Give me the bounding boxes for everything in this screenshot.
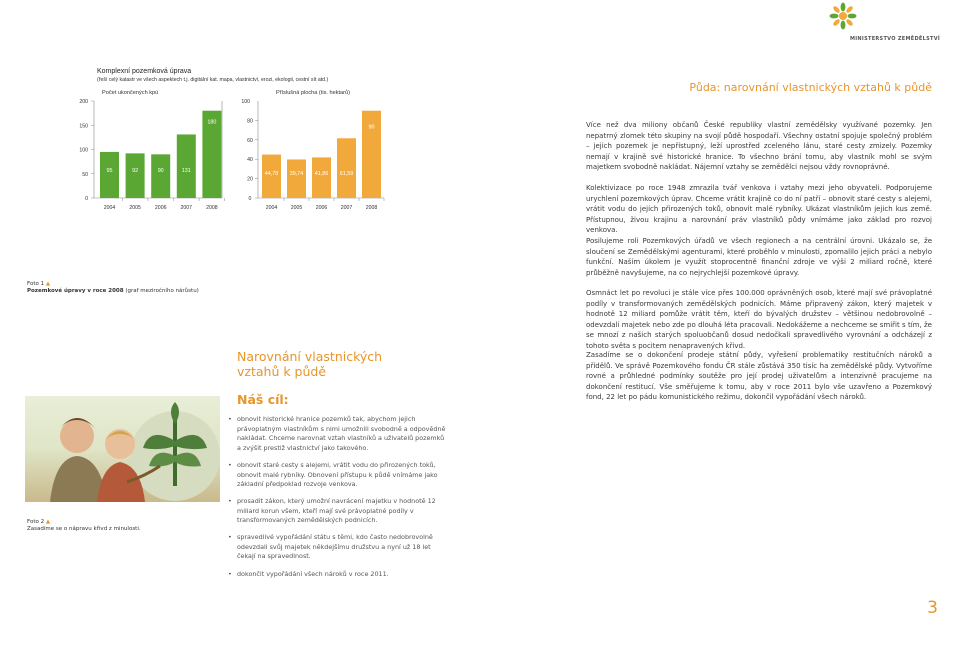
- chart1-bar: [151, 154, 170, 198]
- chart2-y-tick-label: 80: [247, 118, 253, 125]
- chart2-y-tick-label: 40: [247, 157, 253, 164]
- chart2-y-tick-label: 0: [248, 196, 252, 202]
- chart1-x-tick-label: 2005: [129, 205, 141, 211]
- chart1-title: Počet ukončených kpú: [102, 90, 159, 96]
- photo1-caption-bold: Pozemkové úpravy v roce 2008: [27, 288, 124, 294]
- paragraph: Kolektivizace po roce 1948 zmrazila tvář venkova i vztahy mezi jeho obyvateli. Podporujeme urychlení pozemkových úprav. Chceme vrátit krajině co do ní patří – obnovit staré cesty s alejemi, vrátit vodu do jejích přirozených toků, obnovit malé rybníky. Ukázat vlastníkům jejich kus země. Přístupnou, živou krajinu a narovnání práv vlastníků půdy vnímáme jako základ pro rozvoj venkova.: [586, 184, 932, 235]
- chart1-data-label: 90: [157, 168, 164, 174]
- chart2-x-tick-label: 2007: [340, 205, 353, 211]
- chart2-title: Příslušná plocha (tis. hektarů): [276, 90, 350, 96]
- chart1-y-tick-label: 150: [79, 123, 88, 130]
- up-arrow-icon: ▲: [45, 519, 51, 525]
- goal-bullet: • spravedlivé vypořádání státu s těmi, kdo často nedobrovolně odevzdali svůj majetek někdejšímu družstvu a nyní už 18 let čekají na spravedlnost.: [237, 533, 449, 562]
- chart-subtitle: (řeší celý katastr ve všech aspektech t.j. digitální kat. mapa, vlastnictví, erozi, ekologii, cestní sít atd.): [97, 77, 329, 83]
- goal-bullet: • obnovit staré cesty s alejemi, vrátit vodu do přirozených toků, obnovit malé rybníky. Obnovení přístupu k půdě vnímáme jako základní předpoklad rozvoje venkova.: [237, 461, 449, 490]
- chart1-x-tick-label: 2008: [206, 205, 218, 211]
- photo2-label: Foto 2: [27, 519, 45, 525]
- chart1-bar: [126, 153, 145, 198]
- chart1-data-label: 180: [207, 119, 217, 126]
- chart2-data-label: 90: [368, 124, 375, 131]
- chart2-bar: [337, 138, 356, 198]
- photo2-caption-text: Zasadíme se o nápravu křivd z minulosti.: [27, 526, 141, 532]
- up-arrow-icon: ▲: [45, 281, 51, 287]
- chart1-y-tick-label: 200: [79, 99, 88, 105]
- chart1-x-tick-label: 2007: [180, 205, 193, 211]
- ministry-logo: [826, 0, 941, 46]
- chart2-bar: [287, 159, 306, 198]
- goal-bullet: • dokončit vypořádání všech nároků v roce 2011.: [237, 570, 449, 580]
- paragraph: Posilujeme roli Pozemkových úřadů ve všech regionech a na centrální úrovni. Ukázalo se, že sloučení se Zemědělskými agenturami, které proběhlo v minulosti, zpomalilo jejich práci a nebylo funkční. Naším úkolem je využít stoprocentně finanční zdroje ve výši 2 miliard ročně, které průběžně navyšujeme, na co nejrychlejší pozemkové úpravy.: [586, 237, 932, 277]
- chart2-data-label: 41,86: [314, 171, 329, 177]
- chart2-y-tick-label: 20: [247, 176, 253, 183]
- ministry-name: MINISTERSTVO ZEMĚDĚLSTVÍ: [850, 36, 941, 42]
- right-page-title: Půda: narovnání vlastnických vztahů k půdě: [689, 81, 932, 94]
- chart1-data-label: 131: [181, 168, 191, 174]
- paragraph: Více než dva miliony občanů České republiky vlastní zemědělsky využívané pozemky. Jen nepatrný zlomek této skupiny na svojí půdě hospodaří. Všechny ostatní spojuje společný problém – jejich pozemek je nepřístupný, leží uprostřed zceleného lánu, staré cesty zmizely. Pozemky nemají v krajině své historické hranice. To všechno brání tomu, aby vlastník mohl se svým majetkem svobodně nakládat. Nájemní vztahy se zemědělci nejsou vždy rovnoprávné.: [586, 121, 932, 172]
- chart1-data-label: 95: [106, 168, 113, 174]
- paragraph: Osmnáct let po revoluci je stále více přes 100.000 oprávněných osob, které mají své právoplatné podíly v transformovaných zemědělských podnicích. Máme připravený zákon, který majetek v hodnotě 12 miliard pomůže vrátit těm, kteří do bývalých družstev – většinou nedobrovolně – odevzdali majetek nebo zde po dlouhá léta pracovali. Nedokážeme a nechceme se smířit s tím, že se mnozí z našich starých spoluobčanů dosud nedočkali spravedlivého vyrovnání a odcházejí z tohoto světa s pocitem nenapravených křivd.: [586, 289, 932, 350]
- farmers-photo: [25, 396, 220, 502]
- chart1-data-label: 92: [132, 168, 139, 174]
- chart1-right-tick-label: 100: [241, 99, 250, 105]
- photo1-label: Foto 1: [27, 281, 45, 287]
- chart2-x-tick-label: 2006: [315, 205, 328, 211]
- chart1-bar: [100, 152, 119, 198]
- photo1-caption-rest: (graf meziročního nárůstu): [125, 288, 199, 294]
- chart2-x-tick-label: 2008: [365, 205, 378, 211]
- goal-bullet: • prosadit zákon, který umožní navrácení majetku v hodnotě 12 miliard korun všem, kteří mají své právoplatné podíly v transformovaných zemědělských podnicích.: [237, 497, 449, 526]
- chart1-x-tick-label: 2006: [154, 205, 167, 211]
- chart1-x-tick-label: 2004: [103, 205, 116, 211]
- chart1-y-tick-label: 100: [79, 147, 88, 154]
- paragraph: Zasadíme se o dokončení prodeje státní půdy, vyřešení problematiky restitučních nároků a přídělů. Ve správě Pozemkového fondu ČR stále zůstává 350 tisíc ha zemědělské půdy. Vytvoříme rovné a průhledné podmínky soutěže pro její prodej uživatelům a intenzivně pracujeme na dokončení restitucí. Vše směřujeme k tomu, aby v roce 2011 bylo vše uzavřeno a Pozemkový fond, 22 let po pádu komunistického režimu, dokončil vypořádání všech nároků.: [586, 351, 932, 402]
- photo2-caption: [27, 519, 227, 533]
- chart2-y-tick-label: 60: [247, 137, 253, 144]
- section-title: Narovnání vlastnických vztahů k půdě: [237, 349, 383, 379]
- photo1-caption: [27, 281, 227, 295]
- chart2-bar: [312, 157, 331, 198]
- chart2-data-label: 44,78: [264, 171, 279, 177]
- photo-illustration: [25, 396, 220, 502]
- goal-title: Náš cíl:: [237, 392, 289, 407]
- chart-title: Komplexní pozemková úprava: [97, 68, 192, 75]
- chart1-bar: [177, 134, 196, 198]
- page-number: 3: [927, 598, 938, 618]
- chart2-data-label: 39,74: [289, 171, 304, 177]
- chart2-x-tick-label: 2005: [290, 205, 303, 211]
- chart2-data-label: 61,59: [339, 171, 354, 177]
- chart1-y-tick-label: 50: [82, 171, 88, 178]
- bar-charts: [0, 0, 420, 220]
- chart2-x-tick-label: 2004: [265, 205, 278, 211]
- goal-bullet: • obnovit historické hranice pozemků tak, abychom jejich právoplatným vlastníkům s nimi umožnili svobodně a odpovědně nakládat. Chceme narovnat vztah vlastníků a uživatelů pozemků a zvýšit prestiž vlastnictví jako takového.: [237, 415, 449, 453]
- chart1-y-tick-label: 0: [85, 196, 88, 202]
